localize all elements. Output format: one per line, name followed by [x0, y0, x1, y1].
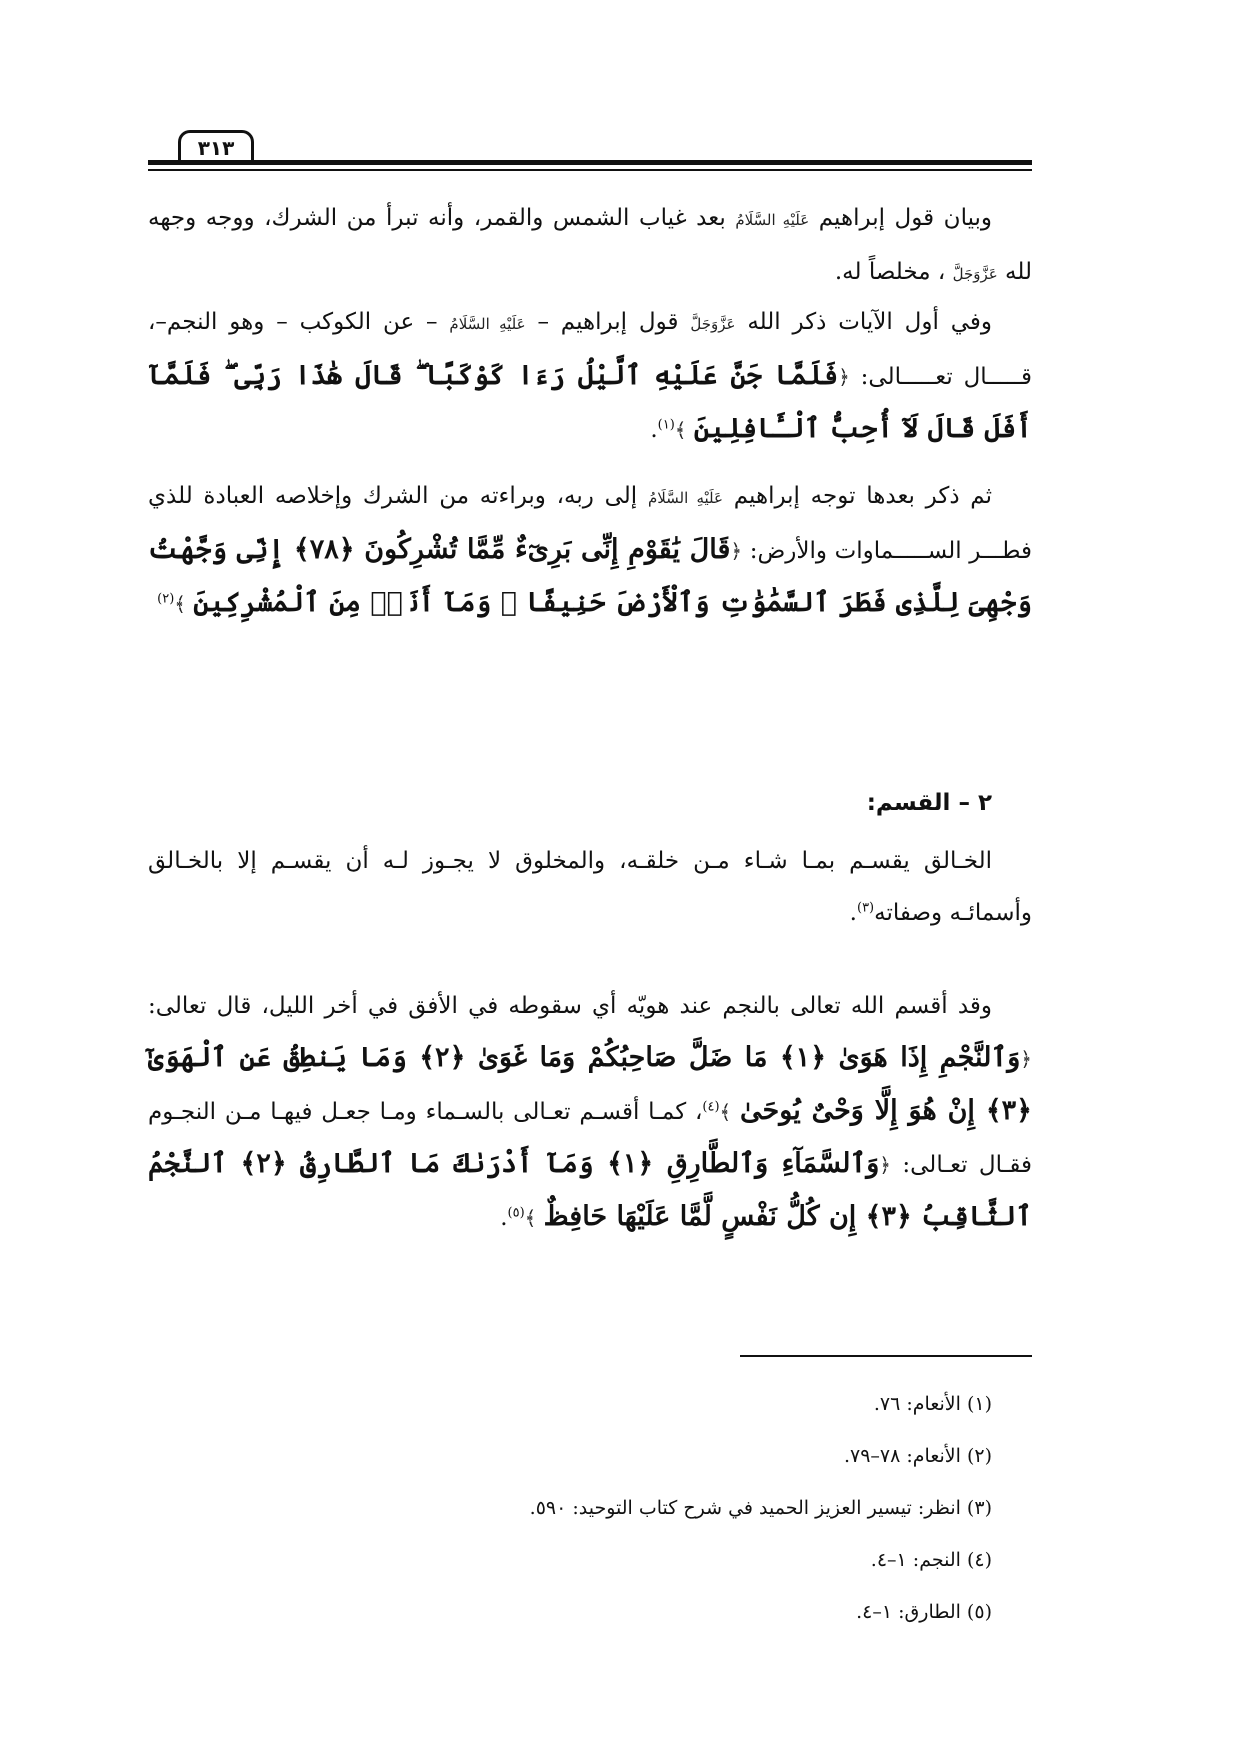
verse-open-ornament: ﴿ [1020, 1047, 1033, 1071]
paragraph-4-end: . [849, 900, 857, 926]
paragraph-1-text-b: بعد غياب الشمس والقمر، وأنه تبرأ من الشرك، ووجه وجهه لله [148, 205, 1032, 285]
honorific-azza-wa-jall: عَزَّوَجَلَّ [952, 265, 998, 283]
verse-close-ornament: ﴾ [524, 1206, 537, 1230]
verse-close-ornament: ﴾ [674, 418, 687, 442]
page-number: ٣١٣ [178, 130, 254, 163]
footnote-4: (٤) النجم: ١–٤. [870, 1549, 992, 1571]
quran-verse-najm-1-4: وَٱلنَّجْمِ إِذَا هَوَىٰ ﴿١﴾ مَا ضَلَّ صَاحِبُكُمْ وَمَا غَوَىٰ ﴿٢﴾ وَمَا يَنطِقُ عَنِ ٱلْهَوَىٰٓ ﴿٣﴾ إِنْ هُوَ إِلَّا وَحْىٌ يُوحَىٰ [148, 1042, 1032, 1126]
footnote-ref-2: (٢) [157, 591, 175, 607]
honorific-azza-wa-jall: عَزَّوَجَلَّ [690, 315, 736, 333]
paragraph-2-text-c: – عن الكوكب – وهو النجم–، قـــــال تعـــــالى: [148, 309, 1032, 390]
quran-verse-anam-76: فَلَمَّا جَنَّ عَلَيْهِ ٱلَّيْلُ رَءَا كَوْكَبًا ۖ قَالَ هَٰذَا رَبِّى ۖ فَلَمَّآ أَفَلَ قَالَ لَآ أُحِبُّ ٱلْـَٔافِلِينَ [148, 360, 1032, 444]
verse-close-ornament: ﴾ [719, 1100, 732, 1124]
paragraph-5-text-b: ، كمـا أقسـم تعـالى بالسـماء ومـا جعـل فيهـا مـن النجـوم فقـال تعـالى: [148, 1099, 1033, 1178]
footnote-ref-1: (١) [657, 417, 675, 433]
paragraph-1-text-a: وبيان قول إبراهيم [818, 205, 993, 231]
verse-open-ornament: ﴿ [879, 1153, 892, 1177]
paragraph-2-text-b: قول إبراهيم – [537, 309, 679, 335]
paragraph-5-text-a: وقد أقسم الله تعالى بالنجم عند هويّه أي سقوطه في الأفق في أخر الليل، قال تعالى: [148, 993, 992, 1019]
quran-verse-tariq-1-4: وَٱلسَّمَآءِ وَٱلطَّارِقِ ﴿١﴾ وَمَآ أَدْرَىٰكَ مَا ٱلطَّارِقُ ﴿٢﴾ ٱلنَّجْمُ ٱلثَّاقِبُ ﴿٣﴾ إِن كُلُّ نَفْسٍ لَّمَّا عَلَيْهَا حَافِظٌ [148, 1148, 1032, 1232]
footnote-ref-5: (٥) [507, 1205, 525, 1221]
header-rule [148, 160, 1032, 165]
footnote-5: (٥) الطارق: ١–٤. [856, 1601, 992, 1623]
footnote-ref-4: (٤) [702, 1099, 720, 1115]
paragraph-4-text: الخـالق يقسـم بمـا شـاء مـن خلقـه، والمخلوق لا يجـوز لـه أن يقسـم إلا بالخـالق وأسمائـه وصفاته [148, 848, 1032, 926]
section-heading-oath: ٢ – القسم: [866, 790, 992, 816]
paragraph-1-text-c: ، مخلصاً له. [834, 259, 946, 285]
honorific-alayhi-salam: عَلَيْهِ السَّلَامُ [647, 489, 723, 507]
paragraph-4 [148, 835, 1032, 939]
verse-close-ornament: ﴾ [174, 592, 186, 616]
footnotes [148, 1378, 1032, 1638]
paragraph-2-end: . [650, 417, 658, 443]
footnote-3: (٣) انظر: تيسير العزيز الحميد في شرح كتاب التوحيد: ٥٩٠. [529, 1497, 992, 1519]
verse-open-ornament: ﴿ [730, 539, 743, 563]
paragraph-1 [148, 192, 1032, 300]
paragraph-2 [148, 296, 1032, 456]
honorific-alayhi-salam: عَلَيْهِ السَّلَامُ [449, 315, 526, 333]
paragraph-5 [148, 980, 1032, 1244]
paragraph-3-text-a: ثم ذكر بعدها توجه إبراهيم [733, 483, 992, 509]
footnote-2: (٢) الأنعام: ٧٨–٧٩. [843, 1445, 992, 1467]
footnote-ref-3: (٣) [856, 900, 875, 916]
footnote-separator [740, 1355, 1032, 1357]
paragraph-2-text-a: وفي أول الآيات ذكر الله [747, 309, 993, 335]
footnote-1: (١) الأنعام: ٧٦. [873, 1393, 992, 1415]
verse-open-ornament: ﴿ [838, 365, 850, 389]
quran-verse-anam-78-79: قَالَ يَٰقَوْمِ إِنِّى بَرِىٓءٌ مِّمَّا تُشْرِكُونَ ﴿٧٨﴾ إِنِّى وَجَّهْتُ وَجْهِىَ لِلَّذِى فَطَرَ ٱلسَّمَٰوَٰتِ وَٱلْأَرْضَ حَنِيفًا ۖ وَمَآ أَنَا۠ مِنَ ٱلْمُشْرِكِينَ [148, 534, 1032, 618]
honorific-alayhi-salam: عَلَيْهِ السَّلَامُ [735, 211, 810, 229]
header-rule-thin [148, 169, 1032, 171]
paragraph-5-end: . [500, 1205, 508, 1231]
paragraph-3-text-b: إلى ربه، وبراءته من الشرك وإخلاصه العبادة للذي فطـــر الســـــماوات والأرض: [148, 483, 1032, 564]
paragraph-3 [148, 470, 1032, 630]
